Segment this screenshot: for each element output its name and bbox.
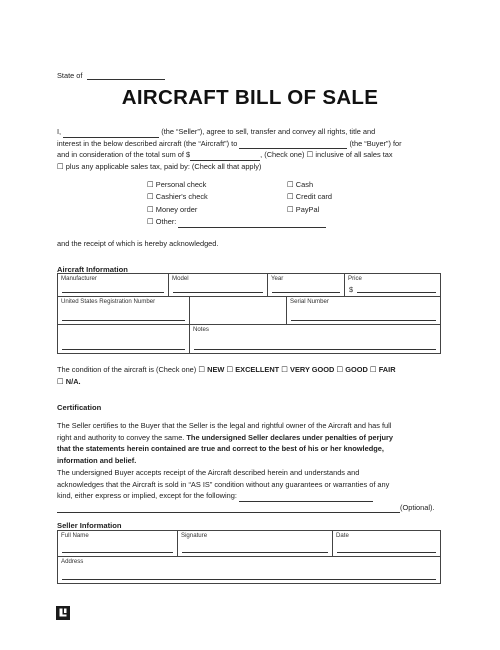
date-label: Date <box>336 532 349 539</box>
registration-label: United States Registration Number <box>61 298 156 305</box>
checkbox-icon[interactable]: ☐ <box>287 180 294 189</box>
option-label: Other: <box>155 216 177 226</box>
checkbox-icon[interactable]: ☐ <box>287 204 294 214</box>
condition-new-checkbox[interactable]: ☐ <box>198 365 206 374</box>
full-name-cell[interactable] <box>58 531 178 557</box>
checkbox-icon[interactable]: ☐ <box>147 192 154 202</box>
seller-name-input[interactable] <box>63 129 159 138</box>
seller-info-table <box>57 530 441 557</box>
model-input[interactable] <box>173 292 263 293</box>
checkbox-icon[interactable]: ☐ <box>287 192 294 202</box>
state-input[interactable] <box>87 71 165 80</box>
aircraft-info-table <box>57 273 441 297</box>
year-cell[interactable] <box>268 274 345 297</box>
receipt-text: and the receipt of which is hereby acknowledged. <box>57 239 219 248</box>
condition-fair-label: FAIR <box>378 365 396 374</box>
intro-text: I, <box>57 127 62 136</box>
price-cell[interactable] <box>345 274 441 297</box>
intro-line-1 <box>57 126 447 138</box>
cert-line <box>57 443 452 455</box>
state-line <box>57 71 165 80</box>
intro-line-2 <box>57 138 447 150</box>
checkbox-icon[interactable]: ☐ <box>147 204 154 214</box>
intro-text: , (Check one) <box>260 150 305 160</box>
seller-info-heading: Seller Information <box>57 521 122 530</box>
intro-text: (the “Buyer”) for <box>349 138 402 148</box>
intro-paragraph <box>57 126 447 172</box>
price-input[interactable] <box>357 292 436 293</box>
notes-input[interactable] <box>194 349 436 350</box>
notes-left-cell[interactable] <box>58 325 190 354</box>
signature-cell[interactable] <box>178 531 333 557</box>
manufacturer-cell[interactable] <box>58 274 169 297</box>
option-label: Credit card <box>295 192 332 202</box>
cert-bold-text: that the statements herein contained are true and correct to the best of his or her knowledge, <box>57 444 384 454</box>
condition-new-label: NEW <box>207 365 225 374</box>
year-input[interactable] <box>272 292 340 293</box>
cert-text: kind, either express or implied, except for the following: <box>57 491 237 501</box>
condition-na-label: N/A <box>65 376 79 386</box>
intro-text: interest in the below described aircraft (the “Aircraft”) to <box>57 138 238 148</box>
notes-cell[interactable] <box>190 325 441 354</box>
option-label: Money order <box>155 204 198 214</box>
registration-cell[interactable] <box>58 297 190 325</box>
serial-input[interactable] <box>291 320 436 321</box>
buyer-name-input[interactable] <box>239 140 347 149</box>
condition-good-checkbox[interactable]: ☐ <box>336 365 344 374</box>
option-label: Cashier's check <box>155 192 208 202</box>
intro-text: inclusive of all sales tax <box>315 150 393 160</box>
condition-good-label: GOOD <box>345 365 368 374</box>
cert-line: The Seller certifies to the Buyer that the Seller is the legal and rightful owner of the Aircraft and has full <box>57 421 392 430</box>
model-label: Model <box>172 275 189 282</box>
cert-line <box>57 432 452 444</box>
state-label: State of <box>57 71 83 80</box>
cert-line <box>57 490 452 502</box>
certification-paragraph-2 <box>57 467 452 513</box>
blank-cell <box>190 297 287 325</box>
payment-paypal[interactable] <box>287 204 332 216</box>
cert-line: The undersigned Buyer accepts receipt of the Aircraft described herein and understands and <box>57 468 360 477</box>
condition-lead: The condition of the aircraft is (Check one) <box>57 365 197 374</box>
checkbox-icon[interactable]: ☐ <box>147 216 154 226</box>
full-name-input[interactable] <box>62 552 173 553</box>
serial-cell[interactable] <box>287 297 441 325</box>
seller-address-table <box>57 556 441 584</box>
condition-excellent-label: EXCELLENT <box>235 365 280 374</box>
certification-paragraph-1 <box>57 420 452 466</box>
condition-na-checkbox[interactable]: ☐ <box>57 376 64 386</box>
intro-line-3 <box>57 149 447 161</box>
condition-excellent-checkbox[interactable]: ☐ <box>226 365 234 374</box>
brand-logo-icon <box>56 606 70 620</box>
date-cell[interactable] <box>333 531 441 557</box>
aircraft-reg-table <box>57 296 441 325</box>
manufacturer-input[interactable] <box>62 292 164 293</box>
payment-options-right <box>287 179 332 216</box>
address-label: Address <box>61 558 84 565</box>
address-input[interactable] <box>62 579 436 580</box>
cert-line: acknowledges that the Aircraft is sold in “AS IS” condition without any guarantees or warranties of any <box>57 479 390 489</box>
serial-label: Serial Number <box>290 298 329 305</box>
manufacturer-label: Manufacturer <box>61 275 97 282</box>
dollar-sign: $ <box>349 285 354 294</box>
cert-bold-text: information and belief. <box>57 455 137 465</box>
option-label: Cash <box>295 180 314 189</box>
notes-left-input[interactable] <box>62 349 185 350</box>
other-payment-input[interactable] <box>178 219 326 228</box>
cert-text: right and authority to convey the same. <box>57 432 185 442</box>
payment-cash[interactable] <box>287 179 332 191</box>
intro-text: (the “Seller”), agree to sell, transfer and convey all rights, title and <box>161 127 376 136</box>
intro-text: plus any applicable sales tax, paid by: (Check all that apply) <box>65 161 262 171</box>
year-label: Year <box>271 275 284 282</box>
signature-input[interactable] <box>182 552 328 553</box>
exceptions-input-2[interactable] <box>57 504 400 513</box>
condition-very-good-label: VERY GOOD <box>290 365 335 374</box>
intro-line-4 <box>57 161 447 173</box>
notes-label: Notes <box>193 326 209 333</box>
checkbox-icon[interactable]: ☐ <box>147 180 154 189</box>
date-input[interactable] <box>337 552 436 553</box>
signature-label: Signature <box>181 532 208 539</box>
full-name-label: Full Name <box>61 532 89 539</box>
plus-tax-checkbox[interactable]: ☐ <box>57 161 64 171</box>
intro-text: and in consideration of the total sum of $ <box>57 150 191 160</box>
option-label: Personal check <box>155 180 207 189</box>
payment-credit-card[interactable] <box>287 191 332 203</box>
aircraft-notes-table <box>57 324 441 354</box>
total-sum-input[interactable] <box>190 152 260 161</box>
model-cell[interactable] <box>169 274 268 297</box>
condition-period: . <box>78 376 81 386</box>
inclusive-tax-checkbox[interactable]: ☐ <box>306 150 314 160</box>
cert-line <box>57 455 452 467</box>
option-label: PayPal <box>295 204 320 214</box>
registration-input[interactable] <box>62 320 185 321</box>
document-title: AIRCRAFT BILL OF SALE <box>121 86 379 109</box>
cert-bold-text: The undersigned Seller declares under penalties of perjury <box>186 432 394 442</box>
condition-fair-checkbox[interactable]: ☐ <box>369 365 377 374</box>
condition-very-good-checkbox[interactable]: ☐ <box>281 365 288 374</box>
cert-line <box>57 502 452 514</box>
condition-paragraph <box>57 364 449 387</box>
address-cell[interactable] <box>58 557 441 584</box>
aircraft-info-heading: Aircraft Information <box>57 265 128 274</box>
price-label: Price <box>348 275 362 282</box>
certification-heading: Certification <box>57 403 102 412</box>
payment-other[interactable] <box>147 216 326 228</box>
exceptions-input[interactable] <box>239 493 373 502</box>
optional-text: (Optional). <box>400 502 435 512</box>
